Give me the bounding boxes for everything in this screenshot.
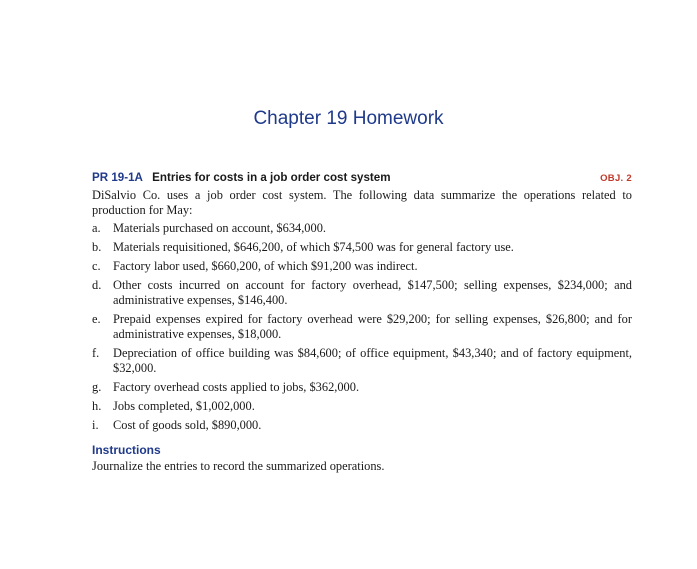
item-letter: h. (92, 399, 102, 413)
item-text: Cost of goods sold, $890,000. (113, 418, 262, 432)
list-item (92, 221, 632, 236)
list-item (92, 418, 632, 433)
item-letter: i. (92, 418, 99, 432)
operations-list (92, 221, 632, 433)
list-item (92, 259, 632, 274)
item-letter: e. (92, 312, 101, 326)
item-text: Materials requisitioned, $646,200, of which $74,500 was for general factory use. (113, 240, 514, 254)
problem-header (92, 170, 632, 186)
list-item (92, 278, 632, 308)
item-text: Factory overhead costs applied to jobs, $362,000. (113, 380, 360, 394)
item-text: Materials purchased on account, $634,000. (113, 221, 326, 235)
instructions-text: Journalize the entries to record the summarized operations. (92, 459, 385, 473)
problem-intro: DiSalvio Co. uses a job order cost system. The following data summarize the operations related to production for May: (92, 188, 632, 217)
list-item (92, 240, 632, 255)
problem-heading (92, 170, 391, 185)
list-item (92, 346, 632, 376)
problem-id: PR 19-1A (92, 171, 143, 184)
item-letter: g. (92, 380, 102, 394)
item-text: Other costs incurred on account for factory overhead, $147,500; selling expenses, $234,000; and administrative expenses, $146,400. (113, 278, 632, 307)
list-item (92, 312, 632, 342)
instructions-heading: Instructions (92, 443, 161, 457)
list-item (92, 399, 632, 414)
item-text: Depreciation of office building was $84,600; of office equipment, $43,340; and of factory equipment, $32,000. (113, 346, 632, 375)
item-letter: f. (92, 346, 100, 360)
item-letter: b. (92, 240, 102, 254)
item-letter: a. (92, 221, 101, 235)
objective-label: OBJ. 2 (600, 173, 632, 184)
item-text: Prepaid expenses expired for factory overhead were $29,200; for selling expenses, $26,800; and for administrative expenses, $18,000. (113, 312, 632, 341)
item-text: Factory labor used, $660,200, of which $91,200 was indirect. (113, 259, 418, 273)
item-letter: c. (92, 259, 101, 273)
list-item (92, 380, 632, 395)
problem-block (92, 170, 632, 474)
item-letter: d. (92, 278, 102, 292)
item-text: Jobs completed, $1,002,000. (113, 399, 255, 413)
problem-title: Entries for costs in a job order cost system (152, 171, 391, 184)
page-title: Chapter 19 Homework (253, 108, 444, 129)
